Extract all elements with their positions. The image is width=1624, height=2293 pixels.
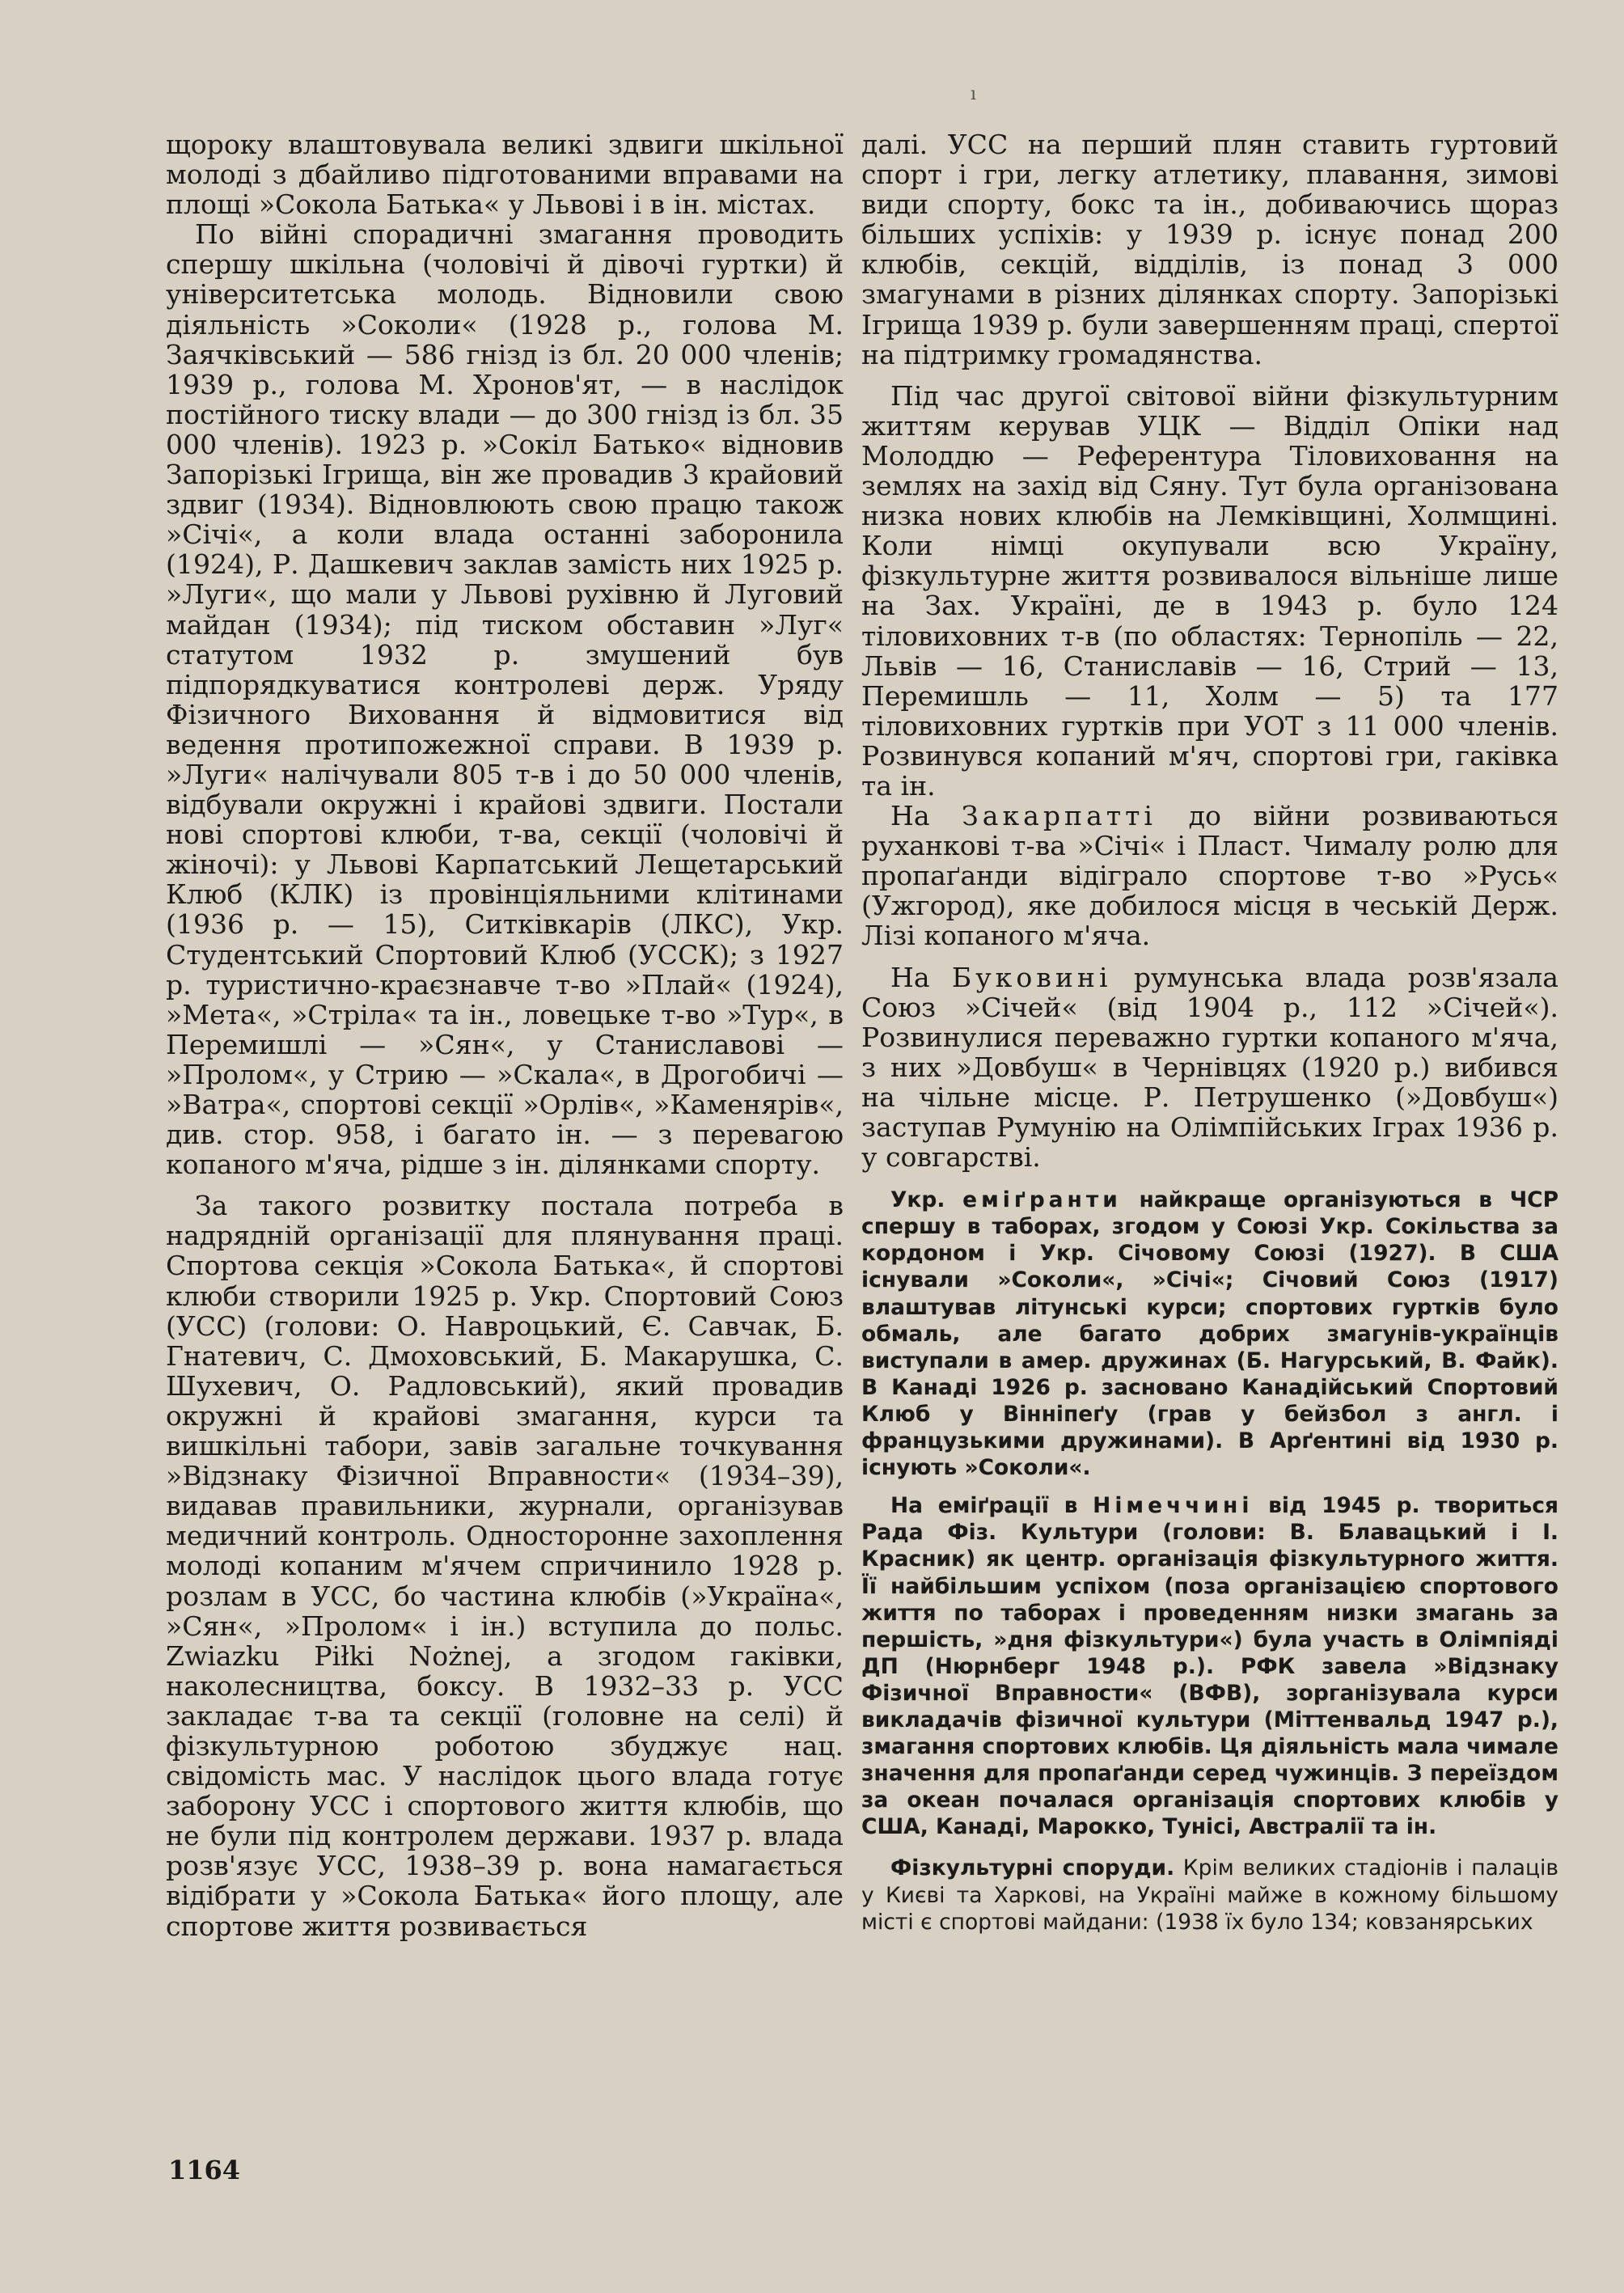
paragraph-text: Крім великих стадіонів і палаців у Києві та Харкові, на Україні майже в кожному більшому місті є спортові майдани: (1938 їх було 134; ковзанярських: [861, 1855, 1558, 1935]
section-heading: Фізкультурні споруди.: [890, 1855, 1175, 1881]
paragraph: По війні спорадичні змагання проводить спершу шкільна (чоловічі й дівочі гуртки) й університетська молодь. Відновили свою діяльність »Соколи« (1928 р., голова М. Заячківський — 586 гнізд із бл. 20 000 членів; 1939 р., голова М. Хронов'ят, — в наслідок постійного тиску влади — до 300 гнізд із бл. 35 000 членів). 1923 р. »Сокіл Батько« відновив Запорізькі Ігрища, він же провадив 3 крайовий здвиг (1934). Відновлюють свою працю також »Січі«, а коли влада останні заборонила (1924), Р. Дашкевич заклав замість них 1925 р. »Луги«, що мали у Львові рухівню й Луговий майдан (1934); під тиском обставин »Луг« статутом 1932 р. змушений був підпорядкуватися контролеві держ. Уряду Фізичного Виховання й відмовитися від ведення протипожежної справи. В 1939 р. »Луги« налічували 805 т-в і до 50 000 членів, відбували окружні і крайові здвиги. Постали нові спортові клюби, т-ва, секції (чоловічі й жіночі): у Львові Карпатський Лещетарський Клюб (КЛК) із провінціяльними клітинами (1936 р. — 15), Ситківкарів (ЛКС), Укр. Студентський Спортовий Клюб (УССК); з 1927 р. туристично-краєзнавче т-во »Плай« (1924), »Мета«, »Стріла« та ін., ловецьке т-во »Тур«, в Перемишлі — »Сян«, у Станиславові — »Пролом«, у Стрию — »Скала«, в Дрогобичі — »Ватра«, спортові секції »Орлів«, »Каменярів«, див. стор. 958, і багато ін. — з перевагою копаного м'яча, рідше з ін. ділянками спорту.: [166, 218, 844, 1181]
spaced-term: Закарпатті: [962, 800, 1157, 832]
paragraph-facilities: [861, 1855, 1558, 1935]
right-column: [861, 129, 1558, 1936]
paragraph-prefix: На еміґрації в: [890, 1493, 1093, 1519]
paragraph-text: від 1945 р. твориться Рада Фіз. Культури (голови: В. Блавацький і І. Красник) як центр. організація фізкультурного життя. Її найбільшим успіхом (поза організацією спортового життя по таборах і проведенням низки змагань за першість, »дня фізкультури«) була участь в Олімпіяді ДП (Нюрнберг 1948 р.). РФК завела »Відзнаку Фізичної Вправности« (ВФВ), зорганізувала курси викладачів фізичної культури (Міттенвальд 1947 р.), змагання спортових клюбів. Ця діяльність мала чимале значення для пропаґанди серед чужинців. З переїздом за океан почалася організація спортових клюбів у США, Канаді, Марокко, Тунісі, Австралії та ін.: [861, 1493, 1558, 1840]
spaced-term: еміґранти: [962, 1187, 1122, 1213]
paragraph-emigrants: [861, 1187, 1558, 1481]
spaced-term: Німеччині: [1093, 1493, 1254, 1519]
paragraph-germany: [861, 1492, 1558, 1840]
paragraph-bukovyna: [861, 962, 1558, 1173]
paragraph-zakarpattia: [861, 801, 1558, 950]
paragraph-text: румунська влада розв'язала Союз »Січей« (від 1904 р., 112 »Січей«). Розвинулися переважно гуртки копаного м'яча, з них »Довбуш« в Чернівцях (1920 р.) вибився на чільне місце. Р. Петрушенко (»Довбуш«) заступав Румунію на Олімпійських Іграх 1936 р. у совгарстві.: [861, 961, 1558, 1174]
left-column: [166, 129, 844, 1941]
paragraph-text: до війни розвиваються руханкові т-ва »Січі« і Пласт. Чималу ролю для пропаґанди відіграло спортове т-во »Русь« (Ужгород), яке добилося місця в чеській Держ. Лізі копаного м'яча.: [861, 800, 1558, 952]
spaced-term: Буковині: [951, 961, 1112, 993]
paragraph-text: найкраще організуються в ЧСР спершу в таборах, згодом у Союзі Укр. Сокільства за кордоном і Укр. Січовому Союзі (1927). В США існували »Соколи«, »Січі«; Січовий Союз (1917) влаштував літунські курси; спортових гуртків було обмаль, але багато добрих змагунів-українців виступали в амер. дружинах (Б. Нагурський, В. Файк). В Канаді 1926 р. засновано Канадійський Спортовий Клюб у Вінніпеґу (грав у бейзбол з англ. і французькими дружинами). В Арґентині від 1930 р. існують »Соколи«.: [861, 1187, 1558, 1481]
scan-mark: ı: [971, 84, 977, 104]
paragraph: далі. УСС на перший плян ставить гуртовий спорт і гри, легку атлетику, плавання, зимові види спорту, бокс та ін., добиваючись щораз більших успіхів: у 1939 р. існує понад 200 клюбів, секцій, відділів, із понад 3 000 змагунами в різних ділянках спорту. Запорізькі Ігрища 1939 р. були завершенням праці, спертої на підтримку громадянства.: [861, 129, 1558, 370]
paragraph: За такого розвитку постала потреба в надрядній організації для плянування праці. Спортова секція »Сокола Батька«, й спортові клюби створили 1925 р. Укр. Спортовий Союз (УСС) (голови: О. Навроцький, Є. Савчак, Б. Гнатевич, С. Дмоховський, Б. Макарушка, С. Шухевич, О. Радловський), який провадив окружні й крайові змагання, курси та вишкільні табори, завів загальне точкування »Відзнаку Фізичної Вправности« (1934–39), видавав правильники, журнали, організував медичний контроль. Односторонне захоплення молоді копаним м'ячем спричинило 1928 р. розлам в УСС, бо частина клюбів (»Україна«, »Сян«, »Пролом« і ін.) вступила до польс. Zwiazku Piłki Nożnej, а згодом гаківки, наколесництва, боксу. В 1932–33 р. УСС закладає т-ва та секції (головне на селі) й фізкультурною роботою збуджує нац. свідомість мас. У наслідок цього влада готує заборону УСС і спортового життя клюбів, що не були під контролем держави. 1937 р. влада розв'язує УСС, 1938–39 р. вона намагається відібрати у »Сокола Батька« його площу, але спортове життя розвивається: [166, 1190, 844, 1942]
page-number: 1164: [168, 2155, 241, 2185]
paragraph: щороку влаштовувала великі здвиги шкільної молоді з дбайливо підготованими вправами на площі »Сокола Батька« у Львові і в ін. містах.: [166, 129, 844, 221]
paragraph-prefix: Укр.: [890, 1187, 963, 1213]
paragraph-prefix: На: [890, 800, 962, 832]
paragraph-prefix: На: [890, 961, 952, 993]
paragraph: Під час другої світової війни фізкультурним життям керував УЦК — Відділ Опіки над Молоддю — Референтура Тіловиховання на землях на захід від Сяну. Тут була організована низка нових клюбів на Лемківщині, Холмщині. Коли німці окупували всю Україну, фізкультурне життя розвивалося вільніше лише на Зах. Україні, де в 1943 р. було 124 тіловиховних т-в (по областях: Тернопіль — 22, Львів — 16, Станиславів — 16, Стрий — 13, Перемишль — 11, Холм — 5) та 177 тіловиховних гуртків при УОТ з 11 000 членів. Розвинувся копаний м'яч, спортові гри, гаківка та ін.: [861, 379, 1558, 802]
